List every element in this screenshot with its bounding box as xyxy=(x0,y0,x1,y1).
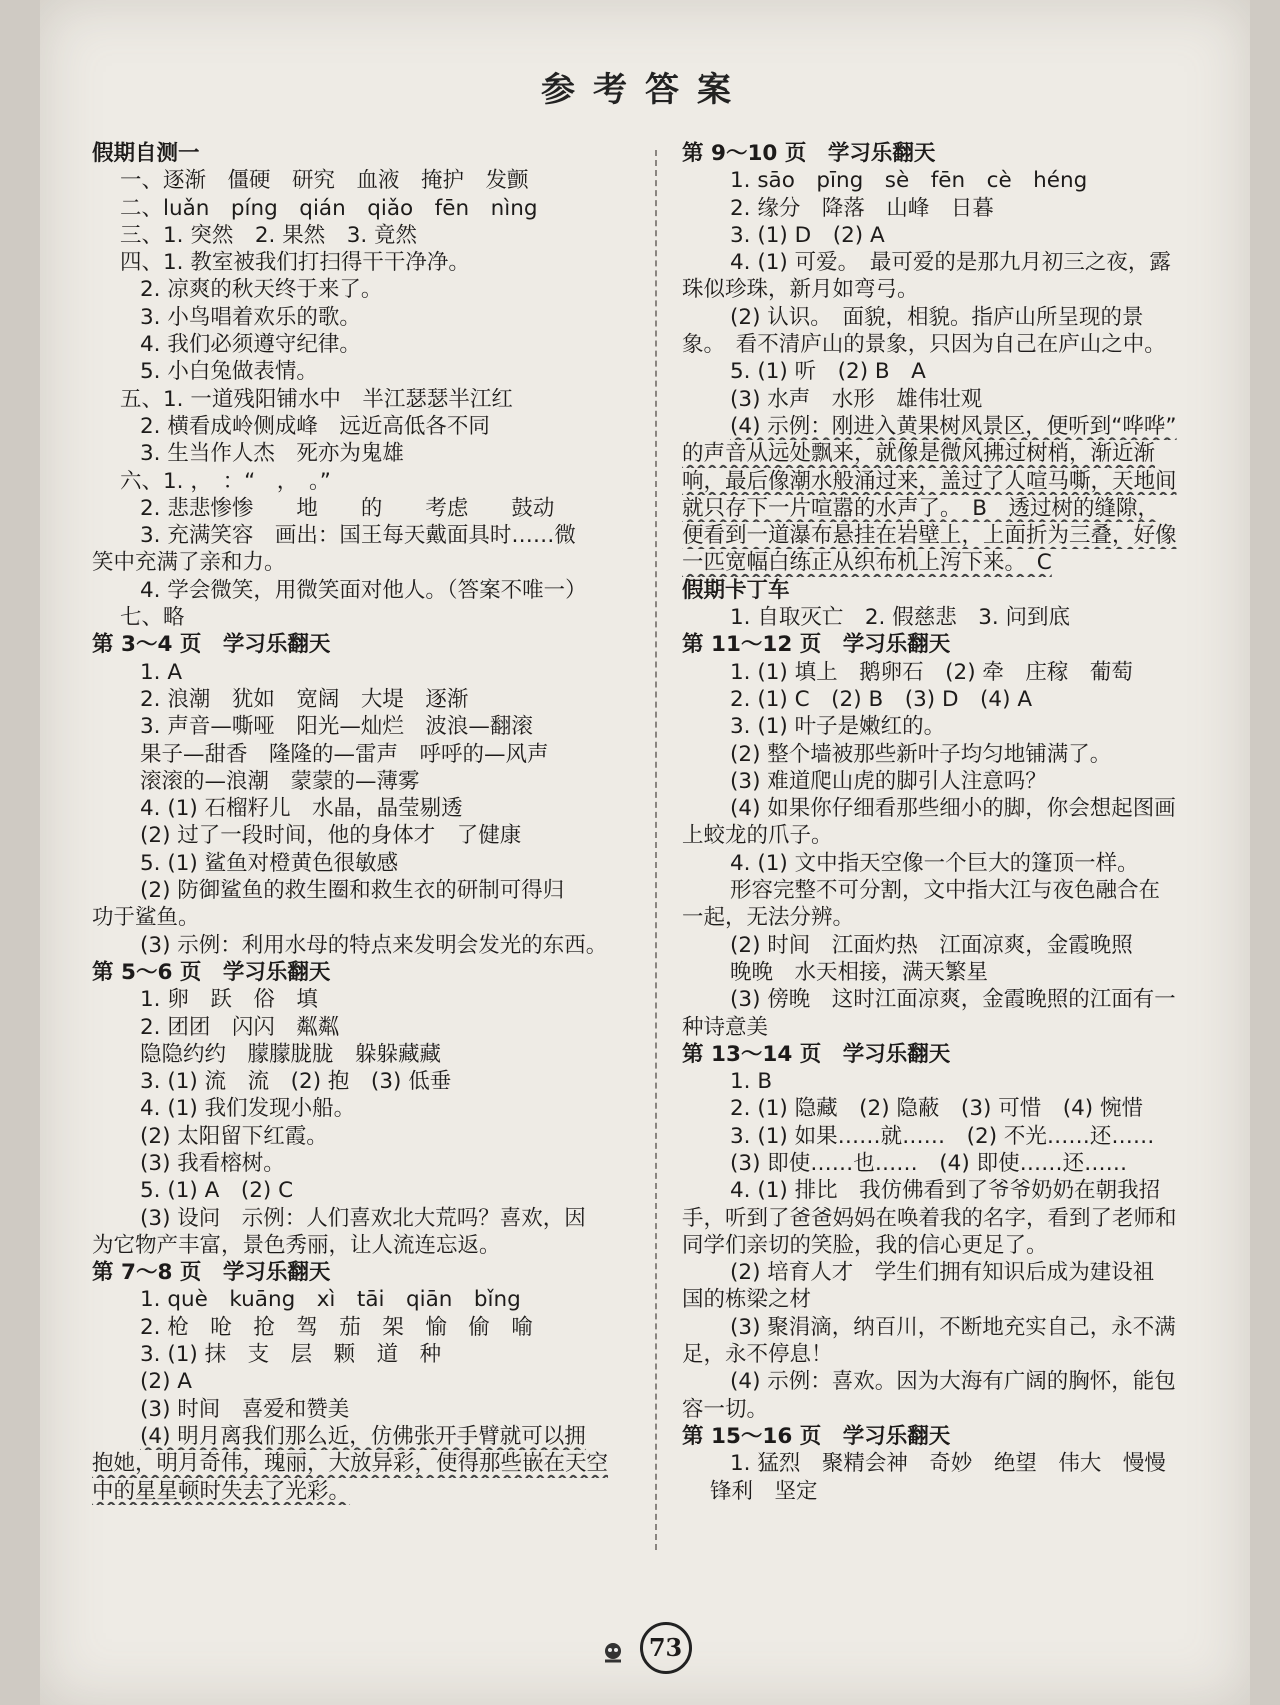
answer-line: 2. 团团 闪闪 粼粼 xyxy=(140,1014,340,1040)
answer-line: 4. 学会微笑，用微笑面对他人。（答案不唯一） xyxy=(140,577,587,603)
answer-line: (3) 我看榕树。 xyxy=(140,1150,285,1176)
answer-line: 锋利 坚定 xyxy=(710,1478,818,1504)
answer-line: 4. (1) 排比 我仿佛看到了爷爷奶奶在朝我招 xyxy=(730,1178,1161,1204)
answer-line: 响，最后像潮水般涌过来，盖过了人喧马嘶，天地间 xyxy=(682,468,1177,494)
page-footer xyxy=(40,1622,1250,1674)
answer-line: 就只存下一片喧嚣的水声了。 B 透过树的缝隙， xyxy=(682,495,1160,521)
answer-line: 国的栋梁之材 xyxy=(682,1287,812,1313)
answer-line: (3) 傍晚 这时江面凉爽，金霞晚照的江面有一 xyxy=(730,987,1176,1013)
answer-line: 功于鲨鱼。 xyxy=(92,905,200,931)
answer-line: 2. 缘分 降落 山峰 日暮 xyxy=(730,195,994,221)
answer-line: 2. (1) 隐藏 (2) 隐蔽 (3) 可惜 (4) 惋惜 xyxy=(730,1096,1144,1122)
answer-line: (2) 认识。 面貌，相貌。指庐山所呈现的景 xyxy=(730,304,1144,330)
answer-line: 3. (1) 叶子是嫩红的。 xyxy=(730,714,946,740)
answer-line: 3. 声音—嘶哑 阳光—灿烂 波浪—翻滚 xyxy=(140,714,533,740)
mascot-icon xyxy=(598,1637,628,1667)
answer-line: 上蛟龙的爪子。 xyxy=(682,823,833,849)
answer-line: (4) 示例：喜欢。因为大海有广阔的胸怀，能包 xyxy=(730,1369,1176,1395)
answer-line: 1. 卵 跃 俗 填 xyxy=(140,987,318,1013)
answer-line: 七、略 xyxy=(120,605,185,631)
answer-line: 2. 悲悲惨惨 地 的 考虑 鼓动 xyxy=(140,495,555,521)
answer-line: 4. 我们必须遵守纪律。 xyxy=(140,332,361,358)
answer-line: 3. 小鸟唱着欢乐的歌。 xyxy=(140,304,361,330)
answer-line: 1. 自取灭亡 2. 假慈悲 3. 问到底 xyxy=(730,605,1071,631)
answer-line: 手，听到了爸爸妈妈在唤着我的名字，看到了老师和 xyxy=(682,1205,1177,1231)
answer-line: 五、1. 一道残阳铺水中 半江瑟瑟半江红 xyxy=(120,386,513,412)
answer-line: 2. 横看成岭侧成峰 远近高低各不同 xyxy=(140,413,490,439)
answer-line: 1. (1) 填上 鹅卵石 (2) 牵 庄稼 葡萄 xyxy=(730,659,1133,685)
answer-line: 为它物产丰富，景色秀丽，让人流连忘返。 xyxy=(92,1232,501,1258)
page-title: 参考答案 xyxy=(541,70,749,110)
answer-line: 2. 凉爽的秋天终于来了。 xyxy=(140,277,383,303)
answer-line: 5. (1) A (2) C xyxy=(140,1178,294,1204)
answer-line: (3) 设问 示例：人们喜欢北大荒吗？喜欢，因 xyxy=(140,1205,586,1231)
answer-line: 一、逐渐 僵硬 研究 血液 掩护 发颤 xyxy=(120,168,529,194)
page-number: 73 xyxy=(640,1622,692,1674)
answer-line: (2) 防御鲨鱼的救生圈和救生衣的研制可得归 xyxy=(140,878,565,904)
answer-line: 三、1. 突然 2. 果然 3. 竟然 xyxy=(120,222,418,248)
answer-line: 象。 看不清庐山的景象，只因为自己在庐山之中。 xyxy=(682,332,1166,358)
answer-line: 便看到一道瀑布悬挂在岩壁上，上面折为三叠，好像 xyxy=(682,523,1177,549)
answer-line: 5. (1) 听 (2) B A xyxy=(730,359,926,385)
answer-line: 3. 生当作人杰 死亦为鬼雄 xyxy=(140,441,404,467)
answer-line: 的声音从远处飘来，就像是微风拂过树梢，渐近渐 xyxy=(682,441,1156,467)
answer-line: 4. (1) 可爱。 最可爱的是那九月初三之夜，露 xyxy=(730,250,1171,276)
answer-line: 中的星星顿时失去了光彩。 xyxy=(92,1478,351,1504)
answer-line: 隐隐约约 朦朦胧胧 躲躲藏藏 xyxy=(140,1041,442,1067)
answer-line: 3. (1) 如果……就…… (2) 不光……还…… xyxy=(730,1123,1155,1149)
answer-line: 六、1. ， ：“ ， 。” xyxy=(120,468,331,494)
answer-line: (2) A xyxy=(140,1369,192,1395)
answer-line: 3. (1) D (2) A xyxy=(730,222,885,248)
section-heading: 第 3～4 页 学习乐翻天 xyxy=(92,632,331,658)
left-column xyxy=(92,140,662,1505)
answer-line: (3) 示例：利用水母的特点来发明会发光的东西。 xyxy=(140,932,608,958)
answer-line: 2. 枪 呛 抢 驾 茄 架 愉 偷 喻 xyxy=(140,1314,533,1340)
answer-line: 一匹宽幅白练正从织布机上泻下来。 C xyxy=(682,550,1052,576)
answer-line: (4) 如果你仔细看那些细小的脚，你会想起图画 xyxy=(730,796,1176,822)
answer-line: 形容完整不可分割，文中指大江与夜色融合在 xyxy=(730,878,1161,904)
section-heading: 第 5～6 页 学习乐翻天 xyxy=(92,959,331,985)
answer-line: 足，永不停息！ xyxy=(682,1342,833,1368)
answer-line: 果子—甜香 隆隆的—雷声 呼呼的—风声 xyxy=(140,741,549,767)
answer-line: 笑中充满了亲和力。 xyxy=(92,550,286,576)
section-heading: 第 11～12 页 学习乐翻天 xyxy=(682,632,951,658)
section-heading: 第 13～14 页 学习乐翻天 xyxy=(682,1041,951,1067)
answer-line: 1. què kuāng xì tāi qiān bǐng xyxy=(140,1287,521,1313)
answer-line: (4) 示例：刚进入黄果树风景区，便听到“哗哗” xyxy=(730,413,1177,439)
answer-line: (2) 时间 江面灼热 江面凉爽，金霞晚照 xyxy=(730,932,1133,958)
answer-line: 滚滚的—浪潮 蒙蒙的—薄雾 xyxy=(140,768,420,794)
answer-line: 1. B xyxy=(730,1069,773,1095)
answer-line: 3. 充满笑容 画出：国王每天戴面具时……微 xyxy=(140,523,576,549)
answer-line: (3) 难道爬山虎的脚引人注意吗？ xyxy=(730,768,1047,794)
answer-page xyxy=(40,0,1250,1705)
answer-line: (2) 培育人才 学生们拥有知识后成为建设祖 xyxy=(730,1260,1155,1286)
answer-line: 4. (1) 我们发现小船。 xyxy=(140,1096,356,1122)
answer-line: 晚晚 水天相接，满天繁星 xyxy=(730,959,989,985)
answer-line: 珠似珍珠，新月如弯弓。 xyxy=(682,277,919,303)
answer-line: 1. sāo pīng sè fēn cè héng xyxy=(730,168,1088,194)
answer-line: 3. (1) 流 流 (2) 抱 (3) 低垂 xyxy=(140,1069,452,1095)
answer-line: (4) 明月离我们那么近，仿佛张开手臂就可以拥 xyxy=(140,1423,586,1449)
answer-line: 4. (1) 文中指天空像一个巨大的篷顶一样。 xyxy=(730,850,1139,876)
answer-line: (3) 时间 喜爱和赞美 xyxy=(140,1396,350,1422)
section-heading: 假期卡丁车 xyxy=(682,577,790,603)
section-heading: 第 15～16 页 学习乐翻天 xyxy=(682,1423,951,1449)
answer-line: 2. 浪潮 犹如 宽阔 大堤 逐渐 xyxy=(140,686,469,712)
answer-line: 四、1. 教室被我们打扫得干干净净。 xyxy=(120,250,470,276)
answer-line: 3. (1) 抹 支 层 颗 道 种 xyxy=(140,1342,442,1368)
answer-line: (3) 聚涓滴，纳百川，不断地充实自己，永不满 xyxy=(730,1314,1176,1340)
answer-line: 容一切。 xyxy=(682,1396,769,1422)
answer-line: 同学们亲切的笑脸，我的信心更足了。 xyxy=(682,1232,1048,1258)
column-divider xyxy=(655,150,657,1550)
section-heading: 第 9～10 页 学习乐翻天 xyxy=(682,141,936,166)
answer-line: 二、luǎn píng qián qiǎo fēn nìng xyxy=(120,195,538,221)
answer-line: (2) 整个墙被那些新叶子均匀地铺满了。 xyxy=(730,741,1112,767)
answer-line: 抱她，明月奇伟，瑰丽，大放异彩，使得那些嵌在天空 xyxy=(92,1451,609,1477)
answer-line: 1. 猛烈 聚精会神 奇妙 绝望 伟大 慢慢 xyxy=(730,1451,1166,1477)
answer-line: 5. (1) 鲨鱼对橙黄色很敏感 xyxy=(140,850,399,876)
answer-line: 1. A xyxy=(140,659,183,685)
answer-line: (3) 水声 水形 雄伟壮观 xyxy=(730,386,983,412)
answer-line: 5. 小白兔做表情。 xyxy=(140,359,318,385)
right-column xyxy=(682,140,1242,1505)
answer-line: (2) 太阳留下红霞。 xyxy=(140,1123,328,1149)
answer-line: (2) 过了一段时间，他的身体才 了健康 xyxy=(140,823,522,849)
section-heading: 第 7～8 页 学习乐翻天 xyxy=(92,1260,331,1286)
answer-line: 4. (1) 石榴籽儿 水晶，晶莹剔透 xyxy=(140,796,463,822)
section-heading: 假期自测一 xyxy=(92,141,200,166)
answer-line: 2. (1) C (2) B (3) D (4) A xyxy=(730,686,1033,712)
answer-line: (3) 即使……也…… (4) 即使……还…… xyxy=(730,1150,1128,1176)
answer-line: 种诗意美 xyxy=(682,1014,769,1040)
answer-line: 一起，无法分辨。 xyxy=(682,905,855,931)
